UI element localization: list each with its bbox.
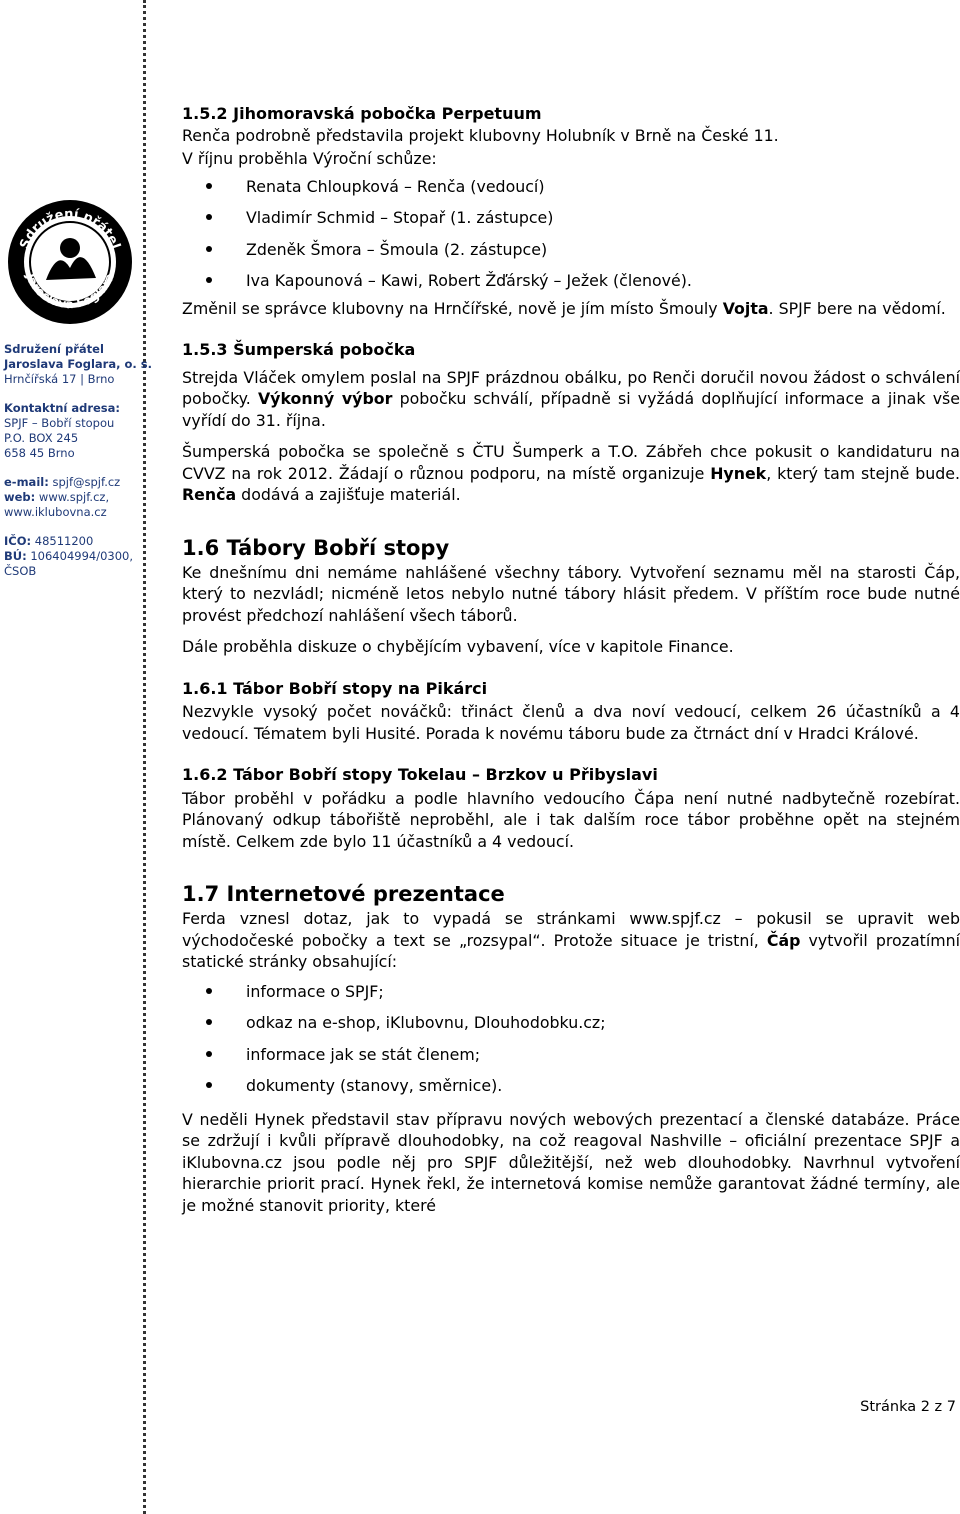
org-address: Hrnčířská 17 | Brno [4,372,115,386]
list-item [182,239,960,271]
list-item [182,1012,960,1044]
s153-paragraph-2: Šumperská pobočka se společně s ČTU Šumperk a T.O. Zábřeh chce pokusit o kandidaturu na CVVZ na rok 2012. Žádají o různou podporu, na místě organizuje Hynek, který tam stejně bude. Renča dodává a zajišťuje materiál. [182,442,960,504]
s17-paragraph-2: V neděli Hynek představil stav přípravu nových webových prezentací a členské databáze. Práce se zdržují i kvůli přípravě dlouhodobky, na což reagoval Nashville – oficiální prezentace SPJF a iKlubovna.cz jsou podle něj pro SPJF důležitější, než web dlouhodobky. Navrhnul vytvoření hierarchie priorit prací. Hynek řekl, že internetová komise nemůže garantovat žádné termíny, ale je možné stanovit priority, které [182,1109,960,1215]
logo-text-bottom: Jaroslava Foglara [23,271,117,312]
ico-label: IČO: [4,534,32,548]
list-item-text: Renata Chloupková – Renča (vedoucí) [246,176,545,196]
contact-line-1: SPJF – Bobří stopou [4,416,115,430]
email-link[interactable]: spjf@spjf.cz [52,475,121,489]
list-item [182,1075,960,1107]
bullet-icon [206,214,212,220]
heading-1-7: 1.7 Internetové prezentace [182,882,505,906]
bullet-icon [206,277,212,283]
dotted-separator [143,0,146,1514]
web-block [4,475,139,520]
list-item-text: informace o SPJF; [246,981,384,1001]
heading-1-5-3: 1.5.3 Šumperská pobočka [182,340,416,359]
main-content [182,103,960,1216]
page-number: Stránka 2 z 7 [860,1399,956,1415]
s153-paragraph-1: Strejda Vláček omylem poslal na SPJF prázdnou obálku, po Renči doručil novou žádost o schválení pobočky. Výkonný výbor pobočku schválí, případně si vyžádá doplňující informace a jinak vše vyřídí do 31. října. [182,367,960,430]
list-item-text: Vladimír Schmid – Stopař (1. zástupce) [246,208,554,227]
org-name: Sdružení přátel [4,342,104,356]
list-item [182,270,960,302]
list-item [182,981,960,1013]
heading-1-6-1: 1.6.1 Tábor Bobří stopy na Pikárci [182,678,488,698]
web-link-2[interactable]: www.iklubovna.cz [4,505,107,519]
bu-label: BÚ: [4,549,27,563]
heading-1-6-2: 1.6.2 Tábor Bobří stopy Tokelau – Brzkov u Přibyslavi [182,765,658,784]
s152-paragraph-2: V říjnu proběhla Výroční schůze: [182,149,437,168]
contact-line-2: P.O. BOX 245 [4,431,79,445]
bullet-icon [206,1082,212,1088]
contact-block [4,401,139,461]
s17-bullet-list [182,981,960,1107]
list-item-text: Zdeněk Šmora – Šmoula (2. zástupce) [246,239,548,259]
s162-paragraph-1: Tábor proběhl v pořádku a podle hlavního vedoucího Čápa není nutné nadbytečně rozebírat. Plánovaný odkup tábořiště neproběhl, ale i tak dalším roce tábor proběhne opět na stejném místě. Celkem zde bylo 11 účastníků a 4 vedoucí. [182,788,960,851]
s152-paragraph-3: Změnil se správce klubovny na Hrnčířské, nově je jím místo Šmouly Vojta. SPJF bere na vědomí. [182,298,946,318]
org-block [4,342,152,387]
list-item-text: Iva Kapounová – Kawi, Robert Žďárský – Ježek (členové). [246,271,692,290]
list-item [182,176,960,208]
s17-paragraph-1: Ferda vznesl dotaz, jak to vypadá se stránkami www.spjf.cz – pokusil se upravit web východočeské pobočky a text se „rozsypal“. Protože situace je tristní, Čáp vytvořil prozatímní statické stránky obsahující: [182,909,960,971]
org-name-2: Jaroslava Foglara, o. s. [4,357,152,371]
heading-1-5-2: 1.5.2 Jihomoravská pobočka Perpetuum [182,104,542,123]
email-label: e-mail: [4,475,49,489]
heading-1-6: 1.6 Tábory Bobří stopy [182,535,450,560]
bank-name: ČSOB [4,564,37,578]
web-link[interactable]: www.spjf.cz, [38,490,110,504]
ico-value: 48511200 [34,534,94,548]
bullet-icon [206,246,212,252]
s152-bullet-list [182,176,960,302]
contact-label: Kontaktní adresa: [4,401,120,415]
list-item-text: odkaz na e-shop, iKlubovnu, Dlouhodobku.cz; [246,1013,606,1032]
bu-value: 106404994/0300, [30,549,134,563]
list-item [182,1044,960,1076]
bullet-icon [206,183,212,189]
list-item-text: dokumenty (stanovy, směrnice). [246,1076,503,1095]
bullet-icon [206,1051,212,1057]
contact-line-3: 658 45 Brno [4,446,75,460]
bank-block [4,534,139,579]
s16-paragraph-2: Dále proběhla diskuze o chybějícím vybavení, více v kapitole Finance. [182,637,734,656]
bullet-icon [206,988,212,994]
web-label: web: [4,490,36,504]
s16-paragraph-1: Ke dnešnímu dni nemáme nahlášené všechny tábory. Vytvoření seznamu měl na starosti Čáp, který to nezvládl; nicméně letos nebylo nutné tábory hlásit předem. V příštím roce bude nutné provést předchozí nahlášení všech táborů. [182,562,960,625]
spjf-logo-icon [6,198,134,326]
logo-text-top: Sdružení přátel [17,206,123,252]
list-item [182,207,960,239]
list-item-text: informace jak se stát členem; [246,1044,481,1064]
s161-paragraph-1: Nezvykle vysoký počet nováčků: třináct členů a dva noví vedoucí, celkem 26 účastníků a 4 vedoucí. Tématem byli Husité. Porada k novému táboru bude za čtrnáct dní v Hradci Králové. [182,702,960,743]
bullet-icon [206,1019,212,1025]
s152-paragraph-1: Renča podrobně představila projekt klubovny Holubník v Brně na České 11. [182,125,779,145]
sidebar [4,198,152,579]
